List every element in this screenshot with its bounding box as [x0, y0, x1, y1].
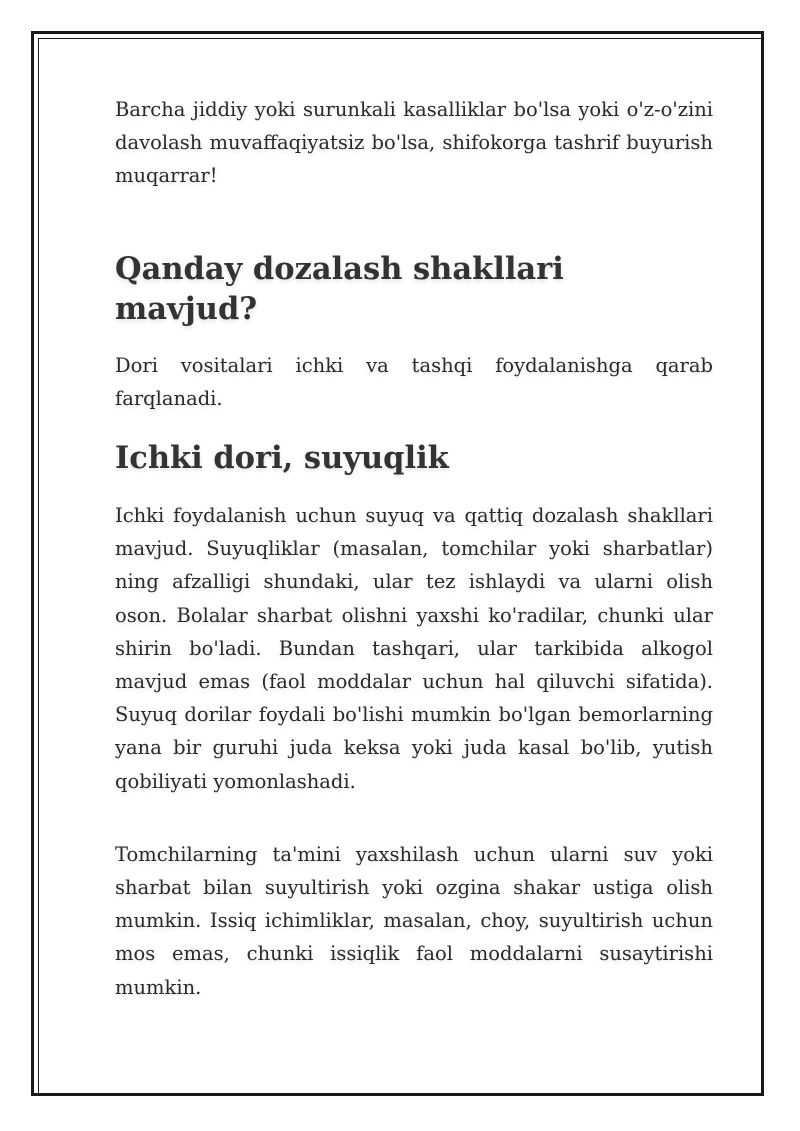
heading-internal-liquid: Ichki dori, suyuqlik [115, 440, 449, 477]
intro-paragraph: Barcha jiddiy yoki surunkali kasalliklar bo'lsa yoki o'z-o'zini davolash muvaffaqiyatsiz bo'lsa, shifokorga tashrif buyurish muqarrar! [115, 98, 713, 188]
dosage-forms-paragraph: Dori vositalari ichki va tashqi foydalanishga qarab farqlanadi. [115, 353, 713, 410]
internal-liquid-paragraph: Ichki foydalanish uchun suyuq va qattiq dozalash shakllari mavjud. Suyuqliklar (masalan, tomchilar yoki sharbatlar) ning afzalligi shundaki, ular tez ishlaydi va ularni olish oson. Bolalar sharbat olishni yaxshi ko'radilar, chunki ular shirin bo'ladi. Bundan tashqari, ular tarkibida alkogol mavjud emas (faol moddalar uchun hal qiluvchi sifatida). Suyuq dorilar foydali bo'lishi mumkin bo'lgan bemorlarning yana bir guruhi juda keksa yoki juda kasal bo'lib, yutish qobiliyati yomonlashadi. [115, 504, 713, 793]
drops-paragraph: Tomchilarning ta'mini yaxshilash uchun ularni suv yoki sharbat bilan suyultirish yoki ozgina shakar ustiga olish mumkin. Issiq ichimliklar, masalan, choy, suyultirish uchun mos emas, chunki issiqlik faol moddalarni susaytirishi mumkin. [115, 842, 713, 999]
heading-dosage-forms: Qanday dozalash shakllari mavjud? [115, 250, 564, 327]
document-body [115, 93, 713, 1004]
